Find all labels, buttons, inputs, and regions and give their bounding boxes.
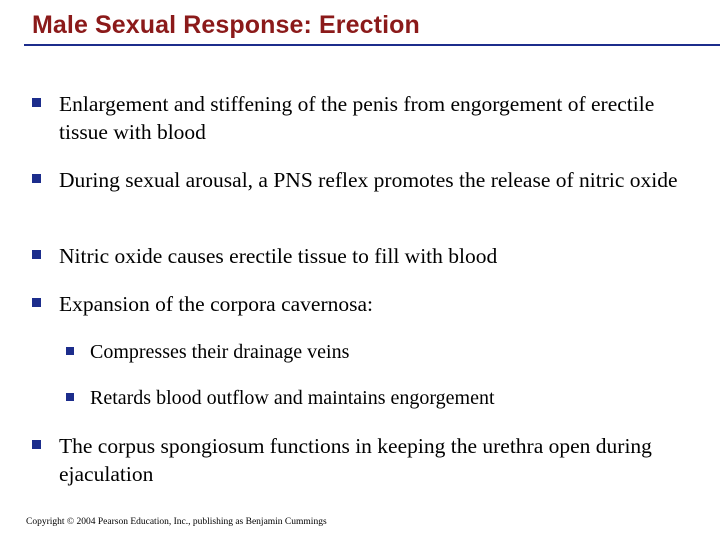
- square-bullet-icon: [32, 440, 41, 449]
- slide-title: Male Sexual Response: Erection: [32, 11, 420, 39]
- square-bullet-icon: [66, 393, 74, 401]
- square-bullet-icon: [32, 174, 41, 183]
- title-divider: [24, 44, 720, 46]
- bullet-text: Enlargement and stiffening of the penis from engorgement of erectile tissue with blood: [59, 92, 655, 144]
- square-bullet-icon: [32, 98, 41, 107]
- bullet-text: Nitric oxide causes erectile tissue to fill with blood: [59, 244, 498, 268]
- square-bullet-icon: [32, 250, 41, 259]
- sub-bullet-item: [66, 339, 686, 365]
- bullet-item: [32, 242, 702, 270]
- sub-bullet-item: [66, 385, 686, 411]
- sub-bullet-text: Compresses their drainage veins: [90, 341, 350, 363]
- copyright-footer: Copyright © 2004 Pearson Education, Inc., publishing as Benjamin Cummings: [26, 517, 327, 527]
- bullet-item: [32, 90, 702, 146]
- bullet-item: [32, 166, 702, 194]
- square-bullet-icon: [32, 298, 41, 307]
- sub-bullet-text: Retards blood outflow and maintains engorgement: [90, 387, 495, 409]
- bullet-item: [32, 432, 702, 488]
- bullet-text: Expansion of the corpora cavernosa:: [59, 292, 374, 316]
- square-bullet-icon: [66, 347, 74, 355]
- bullet-item: [32, 290, 702, 318]
- bullet-text: During sexual arousal, a PNS reflex promotes the release of nitric oxide: [59, 168, 678, 192]
- bullet-text: The corpus spongiosum functions in keeping the urethra open during ejaculation: [59, 434, 652, 486]
